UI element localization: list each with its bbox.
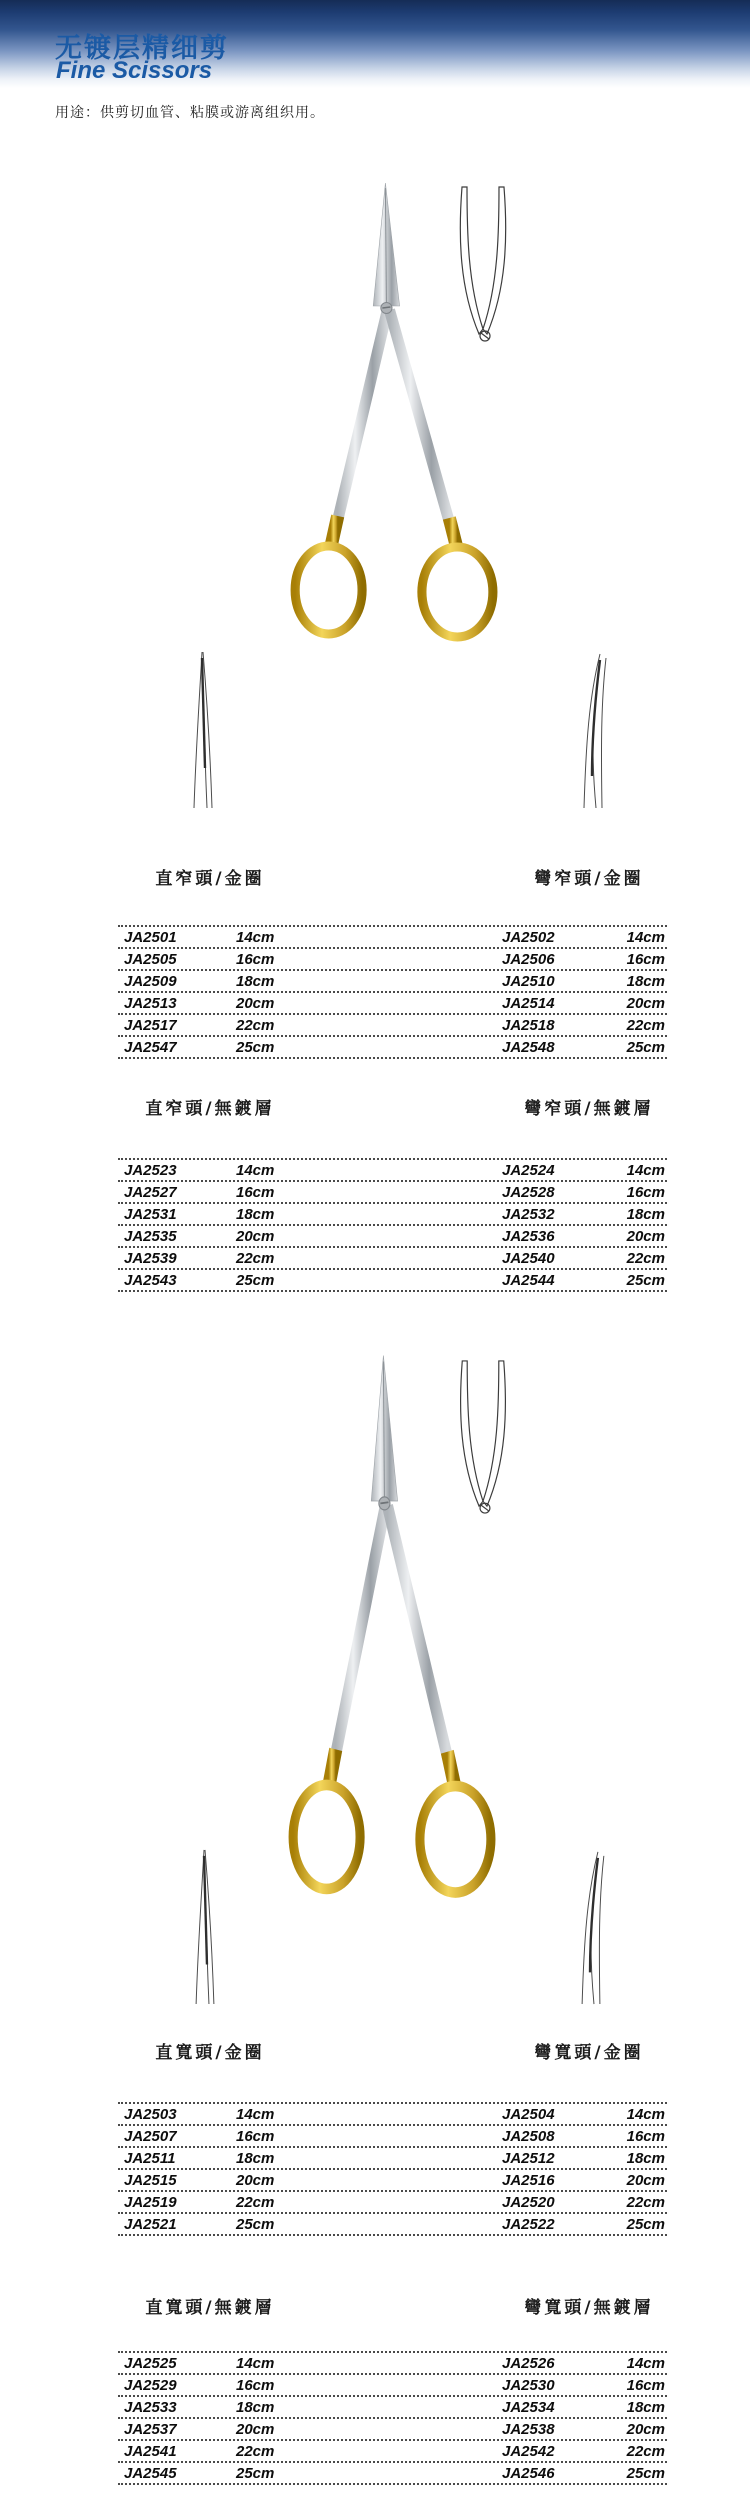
size-value: 25cm xyxy=(236,2215,275,2233)
curved-tip-drawing-upper xyxy=(578,646,608,812)
table-row xyxy=(118,1180,667,1202)
catalog-number: JA2542 xyxy=(502,2442,555,2460)
size-value: 20cm xyxy=(236,1227,275,1245)
catalog-number: JA2532 xyxy=(502,1205,555,1223)
catalog-number: JA2534 xyxy=(502,2398,555,2416)
table-row xyxy=(118,2351,667,2373)
straight-tip-drawing-lower xyxy=(192,1846,218,2006)
size-value: 14cm xyxy=(626,1161,665,1179)
size-value: 25cm xyxy=(236,2464,275,2482)
size-value: 20cm xyxy=(626,2420,665,2438)
table-row xyxy=(118,1158,667,1180)
table-row xyxy=(118,2190,667,2212)
page-title-english: Fine Scissors xyxy=(56,57,213,84)
size-value: 22cm xyxy=(236,2193,275,2211)
catalog-number: JA2519 xyxy=(124,2193,177,2211)
size-value: 22cm xyxy=(236,1249,275,1267)
product-table-wide-gold xyxy=(118,2102,667,2236)
catalog-number: JA2543 xyxy=(124,1271,177,1289)
size-value: 18cm xyxy=(626,1205,665,1223)
column-header-curved-narrow-gold: 彎窄頭/金圈 xyxy=(534,869,644,889)
size-value: 25cm xyxy=(236,1038,275,1056)
size-value: 20cm xyxy=(236,2171,275,2189)
catalog-number: JA2547 xyxy=(124,1038,177,1056)
product-table-wide-uncoated xyxy=(118,2351,667,2485)
curved-tip-drawing-lower xyxy=(576,1846,606,2006)
catalog-number: JA2523 xyxy=(124,1161,177,1179)
catalog-number: JA2538 xyxy=(502,2420,555,2438)
table-row xyxy=(118,2168,667,2190)
table-row xyxy=(118,2146,667,2168)
table-row xyxy=(118,969,667,991)
catalog-number: JA2503 xyxy=(124,2105,177,2123)
size-value: 22cm xyxy=(626,2442,665,2460)
catalog-number: JA2518 xyxy=(502,1016,555,1034)
column-header-curved-wide-gold: 彎寬頭/金圈 xyxy=(534,2043,644,2063)
size-value: 14cm xyxy=(236,928,275,946)
catalog-number: JA2504 xyxy=(502,2105,555,2123)
table-row xyxy=(118,947,667,969)
catalog-number: JA2530 xyxy=(502,2376,555,2394)
table-row xyxy=(118,1268,667,1292)
catalog-number: JA2520 xyxy=(502,2193,555,2211)
table-row xyxy=(118,1202,667,1224)
catalog-number: JA2515 xyxy=(124,2171,177,2189)
straight-tip-drawing-upper xyxy=(190,646,216,812)
size-value: 14cm xyxy=(626,2354,665,2372)
size-value: 18cm xyxy=(626,972,665,990)
size-value: 20cm xyxy=(236,2420,275,2438)
catalog-number: JA2528 xyxy=(502,1183,555,1201)
size-value: 18cm xyxy=(626,2398,665,2416)
size-value: 18cm xyxy=(236,2398,275,2416)
size-value: 22cm xyxy=(236,1016,275,1034)
table-row xyxy=(118,1224,667,1246)
size-value: 16cm xyxy=(236,2376,275,2394)
catalog-number: JA2517 xyxy=(124,1016,177,1034)
catalog-number: JA2513 xyxy=(124,994,177,1012)
size-value: 22cm xyxy=(236,2442,275,2460)
catalog-number: JA2507 xyxy=(124,2127,177,2145)
catalog-number: JA2529 xyxy=(124,2376,177,2394)
table-row xyxy=(118,2395,667,2417)
catalog-number: JA2541 xyxy=(124,2442,177,2460)
size-value: 16cm xyxy=(236,1183,275,1201)
size-value: 18cm xyxy=(236,2149,275,2167)
catalog-number: JA2512 xyxy=(502,2149,555,2167)
table-row xyxy=(118,1013,667,1035)
size-value: 14cm xyxy=(236,2105,275,2123)
size-value: 22cm xyxy=(626,1249,665,1267)
catalog-number: JA2527 xyxy=(124,1183,177,1201)
size-value: 16cm xyxy=(236,950,275,968)
size-value: 18cm xyxy=(626,2149,665,2167)
catalog-number: JA2510 xyxy=(502,972,555,990)
size-value: 20cm xyxy=(626,994,665,1012)
table-row xyxy=(118,925,667,947)
catalog-number: JA2540 xyxy=(502,1249,555,1267)
size-value: 25cm xyxy=(236,1271,275,1289)
column-header-curved-narrow-uncoated: 彎窄頭/無鍍層 xyxy=(524,1099,654,1119)
column-header-straight-narrow-uncoated: 直窄頭/無鍍層 xyxy=(145,1099,275,1119)
product-table-narrow-gold xyxy=(118,925,667,1059)
table-row xyxy=(118,2124,667,2146)
size-value: 20cm xyxy=(626,2171,665,2189)
size-value: 25cm xyxy=(626,1038,665,1056)
catalog-number: JA2514 xyxy=(502,994,555,1012)
size-value: 14cm xyxy=(626,928,665,946)
size-value: 22cm xyxy=(626,2193,665,2211)
catalog-number: JA2535 xyxy=(124,1227,177,1245)
catalog-number: JA2533 xyxy=(124,2398,177,2416)
open-blades-drawing-lower xyxy=(452,1358,514,1516)
usage-description: 用途：供剪切血管、粘膜或游离组织用。 xyxy=(55,104,325,120)
table-row xyxy=(118,2417,667,2439)
catalog-number: JA2521 xyxy=(124,2215,177,2233)
product-table-narrow-uncoated xyxy=(118,1158,667,1292)
size-value: 18cm xyxy=(236,972,275,990)
open-blades-drawing-upper xyxy=(452,184,514,344)
size-value: 25cm xyxy=(626,2464,665,2482)
column-header-straight-wide-uncoated: 直寬頭/無鍍層 xyxy=(145,2298,275,2318)
catalog-number: JA2505 xyxy=(124,950,177,968)
size-value: 25cm xyxy=(626,1271,665,1289)
column-header-straight-narrow-gold: 直窄頭/金圈 xyxy=(155,869,265,889)
catalog-number: JA2506 xyxy=(502,950,555,968)
catalog-number: JA2501 xyxy=(124,928,177,946)
size-value: 16cm xyxy=(626,950,665,968)
size-value: 20cm xyxy=(626,1227,665,1245)
size-value: 16cm xyxy=(626,1183,665,1201)
catalog-number: JA2544 xyxy=(502,1271,555,1289)
catalog-number: JA2525 xyxy=(124,2354,177,2372)
size-value: 16cm xyxy=(626,2376,665,2394)
catalog-number: JA2508 xyxy=(502,2127,555,2145)
catalog-number: JA2548 xyxy=(502,1038,555,1056)
table-row xyxy=(118,2212,667,2236)
size-value: 22cm xyxy=(626,1016,665,1034)
catalog-number: JA2509 xyxy=(124,972,177,990)
column-header-straight-wide-gold: 直寬頭/金圈 xyxy=(155,2043,265,2063)
table-row xyxy=(118,2461,667,2485)
catalog-number: JA2536 xyxy=(502,1227,555,1245)
size-value: 18cm xyxy=(236,1205,275,1223)
table-row xyxy=(118,1246,667,1268)
catalog-number: JA2546 xyxy=(502,2464,555,2482)
size-value: 25cm xyxy=(626,2215,665,2233)
table-row xyxy=(118,2373,667,2395)
column-header-curved-wide-uncoated: 彎寬頭/無鍍層 xyxy=(524,2298,654,2318)
catalog-number: JA2537 xyxy=(124,2420,177,2438)
catalog-number: JA2524 xyxy=(502,1161,555,1179)
table-row xyxy=(118,991,667,1013)
catalog-number: JA2531 xyxy=(124,1205,177,1223)
catalog-number: JA2545 xyxy=(124,2464,177,2482)
catalog-number: JA2522 xyxy=(502,2215,555,2233)
size-value: 14cm xyxy=(236,2354,275,2372)
size-value: 14cm xyxy=(626,2105,665,2123)
table-row xyxy=(118,2439,667,2461)
size-value: 16cm xyxy=(626,2127,665,2145)
catalog-number: JA2511 xyxy=(124,2149,176,2167)
page-title-chinese: 无镀层精细剪 xyxy=(55,33,229,63)
catalog-number: JA2539 xyxy=(124,1249,177,1267)
size-value: 20cm xyxy=(236,994,275,1012)
catalog-number: JA2516 xyxy=(502,2171,555,2189)
table-row xyxy=(118,1035,667,1059)
size-value: 16cm xyxy=(236,2127,275,2145)
table-row xyxy=(118,2102,667,2124)
catalog-number: JA2502 xyxy=(502,928,555,946)
catalog-number: JA2526 xyxy=(502,2354,555,2372)
size-value: 14cm xyxy=(236,1161,275,1179)
